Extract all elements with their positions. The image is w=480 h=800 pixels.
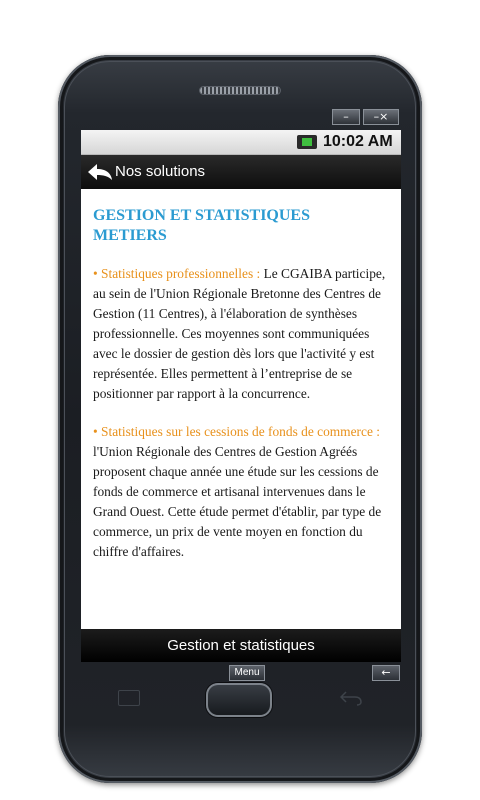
hardware-back-icon[interactable]: [340, 690, 362, 706]
minimize-button[interactable]: –: [332, 109, 360, 125]
article-heading: GESTION ET STATISTIQUES METIERS: [93, 207, 310, 244]
back-arrow-icon[interactable]: [87, 163, 113, 181]
device-screen: [81, 130, 401, 662]
title-bar: [81, 155, 401, 189]
speaker-grille: [200, 87, 280, 94]
section-body: Le CGAIBA participe, au sein de l'Union Régionale Bretonne des Centres de Gestion (11 Centres), à l'élaboration de synthèses professionnelle. Ces moyennes sont communiquées avec le dossier de gestion dès lors que l'activité y est représentée. Elles permettent à l’entreprise de se positionner par rapport à la concurrence.: [93, 266, 386, 401]
close-button[interactable]: –×: [363, 109, 399, 125]
title-bar-label[interactable]: Nos solutions: [115, 163, 206, 180]
section-lead: • Statistiques professionnelles :: [93, 266, 261, 281]
device-back-button[interactable]: ←: [372, 665, 400, 681]
article-section: [93, 422, 387, 562]
menu-button[interactable]: Menu: [229, 665, 265, 681]
battery-icon: [297, 135, 317, 149]
status-time: 10:02 AM: [323, 133, 393, 150]
status-bar: [81, 130, 401, 155]
home-button[interactable]: [206, 683, 272, 717]
bottom-bar[interactable]: Gestion et statistiques: [81, 629, 401, 662]
article-section: [93, 264, 387, 404]
section-body: l'Union Régionale des Centres de Gestion Agréés proposent chaque année une étude sur les cessions de fonds de commerce et artisanal intervenues dans le Grand Ouest. Cette étude permet d'établir, par type de commerce, un prix de vente moyen en fonction du chiffre d'affaires.: [93, 444, 382, 559]
article-content[interactable]: [81, 189, 401, 629]
hardware-menu-icon[interactable]: [118, 690, 140, 706]
section-lead: • Statistiques sur les cessions de fonds de commerce :: [93, 424, 380, 439]
